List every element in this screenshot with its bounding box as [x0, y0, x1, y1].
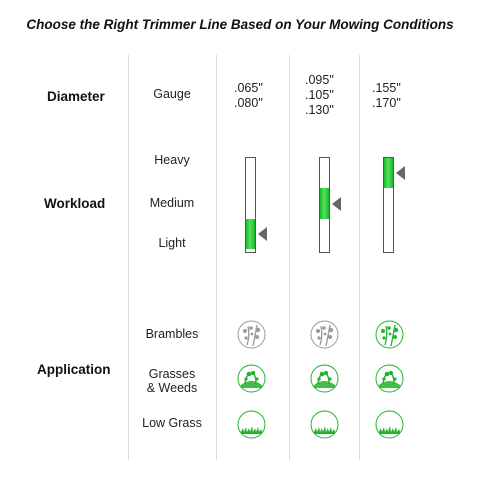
low-grass-icon — [310, 410, 339, 439]
gauge-list-col3 — [372, 81, 401, 111]
row-label-low-grass: Low Grass — [142, 416, 202, 430]
row-label-brambles: Brambles — [145, 327, 199, 341]
bramble-icon — [310, 320, 339, 349]
gauge-value: .130" — [305, 103, 334, 117]
grass-weeds-icon — [310, 364, 339, 393]
row-label-heavy: Heavy — [154, 153, 190, 167]
page-title: Choose the Right Trimmer Line Based on Your Mowing Conditions — [26, 17, 454, 32]
workload-indicator-arrow — [258, 227, 267, 241]
workload-bar-col2 — [319, 157, 330, 253]
section-diameter: Diameter — [47, 89, 105, 104]
workload-fill — [384, 158, 393, 188]
workload-bar-col3 — [383, 157, 394, 253]
row-label-grasses-line2: & Weeds — [146, 381, 198, 395]
low-grass-icon — [237, 410, 266, 439]
gauge-value: .095" — [305, 73, 334, 87]
row-label-medium: Medium — [149, 196, 195, 210]
section-application: Application — [37, 362, 111, 377]
gauge-value: .065" — [234, 81, 263, 95]
low-grass-icon — [375, 410, 404, 439]
gauge-list-col1 — [234, 81, 263, 111]
column-divider — [216, 55, 217, 460]
section-workload: Workload — [44, 196, 106, 211]
workload-fill — [320, 188, 329, 219]
row-label-gauge: Gauge — [153, 87, 191, 101]
gauge-value: .170" — [372, 96, 401, 110]
grass-weeds-icon — [375, 364, 404, 393]
column-divider — [359, 55, 360, 460]
row-label-grasses-line1: Grasses — [148, 367, 196, 381]
column-divider — [289, 55, 290, 460]
workload-fill — [246, 219, 255, 249]
workload-indicator-arrow — [396, 166, 405, 180]
workload-indicator-arrow — [332, 197, 341, 211]
gauge-value: .080" — [234, 96, 263, 110]
gauge-value: .155" — [372, 81, 401, 95]
gauge-value: .105" — [305, 88, 334, 102]
workload-bar-col1 — [245, 157, 256, 253]
bramble-icon — [375, 320, 404, 349]
row-label-light: Light — [158, 236, 186, 250]
bramble-icon — [237, 320, 266, 349]
column-divider — [128, 55, 129, 460]
grass-weeds-icon — [237, 364, 266, 393]
row-label-grasses-weeds — [135, 367, 209, 395]
gauge-list-col2 — [305, 73, 334, 118]
